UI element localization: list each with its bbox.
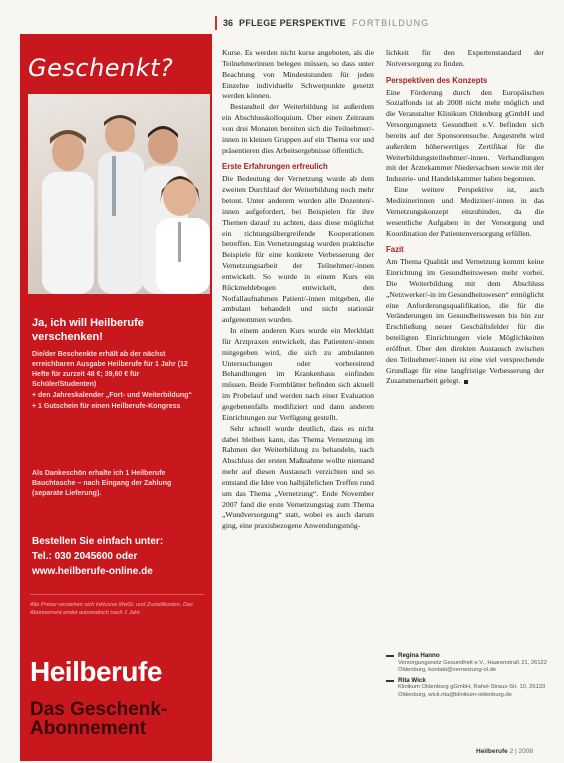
- paragraph: [222, 48, 374, 102]
- ad-order-website-link[interactable]: www.heilberufe-online.de: [32, 566, 153, 577]
- ad-price-note: Alle Preise verstehen sich inklusive MwSt. und Zustellkosten. Das Abonnement endet automatisch nach 1 Jahr.: [30, 594, 204, 617]
- paragraph-text: Sehr schnell wurde deutlich, dass es nicht dabei bleiben kann, das Thema Vernetzung im Rahmen der Weiterbildung zu behandeln, nach Abschluss der ersten Maßnahme wollte niemand mehr auf diesen Austausch verzichten und so entstand die Idee von halbjährlichen Treffen rund um das Thema „Vernetzung“. Ende November 2007 fand die erste Vernetzungstag zum Thema „Wundversorgung“ statt, wobei es auch darum ging, eine praxisbezogene Anwendungsmög-: [222, 423, 374, 531]
- section-heading: [386, 245, 544, 256]
- author-contact: Versorgungsnetz Gesundheit e.V., Haarenstraß 21, 26122 Oldenburg, kontakt@vernetzung-ol.de: [398, 659, 547, 674]
- paragraph: [222, 424, 374, 532]
- ad-order-phone[interactable]: Tel.: 030 2045600 oder: [32, 551, 138, 562]
- paragraph: [222, 102, 374, 156]
- ad-brand-name: Heilberufe: [30, 656, 162, 687]
- paragraph-text: Eine Förderung durch den Europäischen Sozialfonds ist ab 2008 nicht mehr möglich und die Veranstalter Klinikum Oldenburg gGmbH und Versorgungsnetz Gesundheit e.V. befinden sich bereits auf der Sponsorensuche. Angestrebt wird außerdem höherwertiges Zertifikat für die Weiterbildungsteilnehmer/-innen. Verhandlungen mit der Ärztekammer Niedersachsen sowie mit der Industrie- und Handelskammer haben begonnen.: [386, 87, 544, 184]
- author-info: [386, 652, 556, 702]
- page-header: [215, 14, 555, 32]
- section-name: FORTBILDUNG: [351, 18, 430, 28]
- article-column-1: [222, 48, 374, 532]
- paragraph-text: Bestandteil der Weiterbildung ist außerdem ein Abschlusskolloquium. Über einen Zeitraum von drei Monaten bereiten sich die Teilnehmer/-innen in kleinen Gruppen auf ein Thema vor und präsentieren dies Arbeitsergebnisse öffentlich.: [222, 102, 374, 155]
- section-heading: [222, 162, 374, 173]
- paragraph-text: Eine weitere Perspektive ist, auch Medizinerinnen und Mediziner/-innen in das Vernetzungskonzept einzubinden, da die wesentliche Aufgaben in der Versorgung und Koordination der Patientenversorgung erfüllen.: [386, 185, 544, 238]
- heading-text: Fazit: [386, 245, 404, 255]
- heading-text: Erste Erfahrungen erfreulich: [222, 162, 328, 172]
- ad-offer-calendar: + den Jahreskalender „Fort- und Weiterbildung“: [32, 392, 192, 399]
- page-number: 36: [223, 18, 234, 28]
- subscription-advertisement: [20, 34, 212, 761]
- ad-offer-text: Die/der Beschenkte erhält ab der nächst erreichbaren Ausgabe Heilberufe für 1 Jahr (12 Hefte für zurzeit 48 €; 39,60 € für Schüler/Studenten): [32, 351, 188, 388]
- author-name: Rita Wick: [398, 676, 426, 684]
- author-entry: [386, 652, 556, 675]
- author-name: Regina Hanno: [398, 652, 440, 659]
- paragraph-text: lichkeit für den Expertenstandard der Notversorgung zu finden.: [386, 48, 544, 68]
- paragraph-text: Am Thema Qualität und Vernetzung kommt keine Einrichtung im Gesundheitswesen mehr vorbei. Die Weiterbildung mit dem Abschluss „Netzwerker/-in im Gesundheitswesen“ ermöglicht eine Anforderungsqualifikation, die für die Veränderungen im Gesundheitswesen bis hin zur Erschließung neuer Geschäftsfelder für die beteiligten Einrichtungen viele Möglichkeiten eröffnet. Über den direkten Austausch zwischen den Teilnehmer/-innen ist eine viel versprechende Grundlage für eine langfristige Verbesserung der Zusammenarbeit gelegt.: [386, 257, 544, 386]
- paragraph: [386, 88, 544, 186]
- author-entry: [386, 677, 556, 700]
- paragraph: [386, 257, 544, 387]
- magazine-name: PFLEGE PERSPEKTIVE: [239, 18, 346, 28]
- paragraph-text: Kurse. Es werden nicht kurse angeboten, als die Teilnehmerinnen belegen müssen, so dass unter Beachtung von Mindeststunden für jeden Einzelne individuelle Schwerpunkte gesetzt werden können.: [222, 48, 374, 101]
- ad-title: Geschenkt?: [28, 54, 174, 82]
- ad-offer-details: [32, 350, 204, 413]
- paragraph: [386, 185, 544, 239]
- ad-order-intro: Bestellen Sie einfach unter:: [32, 536, 164, 547]
- article-column-2: [386, 48, 544, 387]
- heading-text: Perspektiven des Konzepts: [386, 75, 488, 85]
- author-dash-icon: [386, 680, 394, 682]
- paragraph: [222, 326, 374, 424]
- ad-photo-medical-staff: [28, 94, 210, 294]
- medical-team-illustration: [28, 94, 210, 294]
- author-contact: Klinikum Oldenburg gGmbH, Rahel-Straus-Str. 10, 26133 Oldenburg, wick.rita@klinikum-oldenburg.de: [398, 684, 546, 698]
- author-dash-icon: [386, 655, 394, 657]
- paragraph: [222, 174, 374, 326]
- footer-brand: Heilberufe: [476, 748, 508, 755]
- paragraph-text: Die Bedeutung der Vernetzung wurde ab dem zweiten Durchlauf der Weiterbildung noch mehr betont. Unter anderem wurden alle Dozenten/-innen aufgefordert, bei Beispielen für ihre Themen darauf zu achten, dass diese möglichst ein richtungsübergreifende Kooperationen betreffen. Ein Vernetzungstag wurden praktische Beispiele für eine konkrete Verbesserung der Vernetzungsarbeit der Teilnehmer/-innen entwickelt. So wurde in einem Kurs ein Rückmeldebogen entwickelt, den Notfallaufnahmen Patient/-innen mitgeben, die ambulant behandelt und nicht stationär aufgenommen wurden.: [222, 174, 374, 325]
- end-of-article-mark: [464, 380, 468, 384]
- ad-headline: Ja, ich will Heilberufe verschenken!: [32, 317, 144, 343]
- ad-brand-subtitle: Das Geschenk-Abonnement: [30, 699, 168, 739]
- ad-offer-voucher: + 1 Gutschein für einen Heilberufe-Kongress: [32, 403, 181, 410]
- ad-order-block: [32, 534, 204, 579]
- footer-issue: 2 | 2008: [509, 748, 533, 755]
- paragraph: [386, 48, 544, 70]
- section-heading: [386, 76, 544, 87]
- ad-bonus-text: Als Dankeschön erhalte ich 1 Heilberufe Bauchtasche – nach Eingang der Zahlung (separate Lieferung).: [32, 470, 172, 497]
- page-footer: [476, 748, 533, 755]
- paragraph-text: In einem anderen Kurs wurde ein Merkblatt für Arztpraxen entwickelt, das Patienten/-innen mitgegeben wird, die sich zu ambulanten Untersuchungen oder vorbereitend Behandlungen im Krankenhaus einfinden müssen. Beide Formblätter befinden sich aktuell im Probelauf und werden nach einer Evaluation gegebenenfalls modifiziert und dann anderen Einrichtungen zur Verfügung gestellt.: [222, 326, 374, 422]
- header-accent-bar: [215, 16, 217, 30]
